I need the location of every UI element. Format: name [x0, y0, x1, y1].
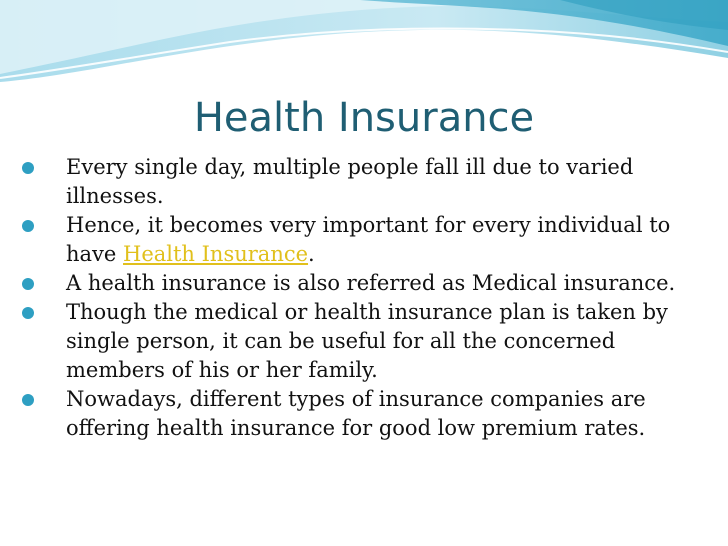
bullet-text: A health insurance is also referred as Medical insurance. [66, 271, 676, 295]
bullet-item [22, 269, 712, 298]
bullet-icon [22, 162, 34, 174]
bullet-icon [22, 278, 34, 290]
bullet-text-after-link: . [308, 242, 315, 266]
bullet-item [22, 385, 712, 443]
bullet-text [66, 211, 712, 269]
bullet-item [22, 153, 712, 211]
bullet-icon [22, 307, 34, 319]
bullet-list [22, 153, 712, 443]
bullet-text: Nowadays, different types of insurance companies are offering health insurance for good low premium rates. [66, 387, 646, 440]
health-insurance-link[interactable]: Health Insurance [123, 242, 309, 266]
bullet-icon [22, 220, 34, 232]
bullet-text-before-link: Hence, it becomes very important for every individual to have [66, 213, 671, 266]
slide-title: Health Insurance [193, 95, 535, 141]
wave-header-decoration [0, 0, 728, 90]
bullet-text: Every single day, multiple people fall ill due to varied illnesses. [66, 155, 634, 208]
bullet-icon [22, 394, 34, 406]
bullet-item [22, 211, 712, 269]
bullet-item [22, 298, 712, 385]
bullet-text: Though the medical or health insurance plan is taken by single person, it can be useful for all the concerned members of his or her family. [66, 300, 668, 382]
